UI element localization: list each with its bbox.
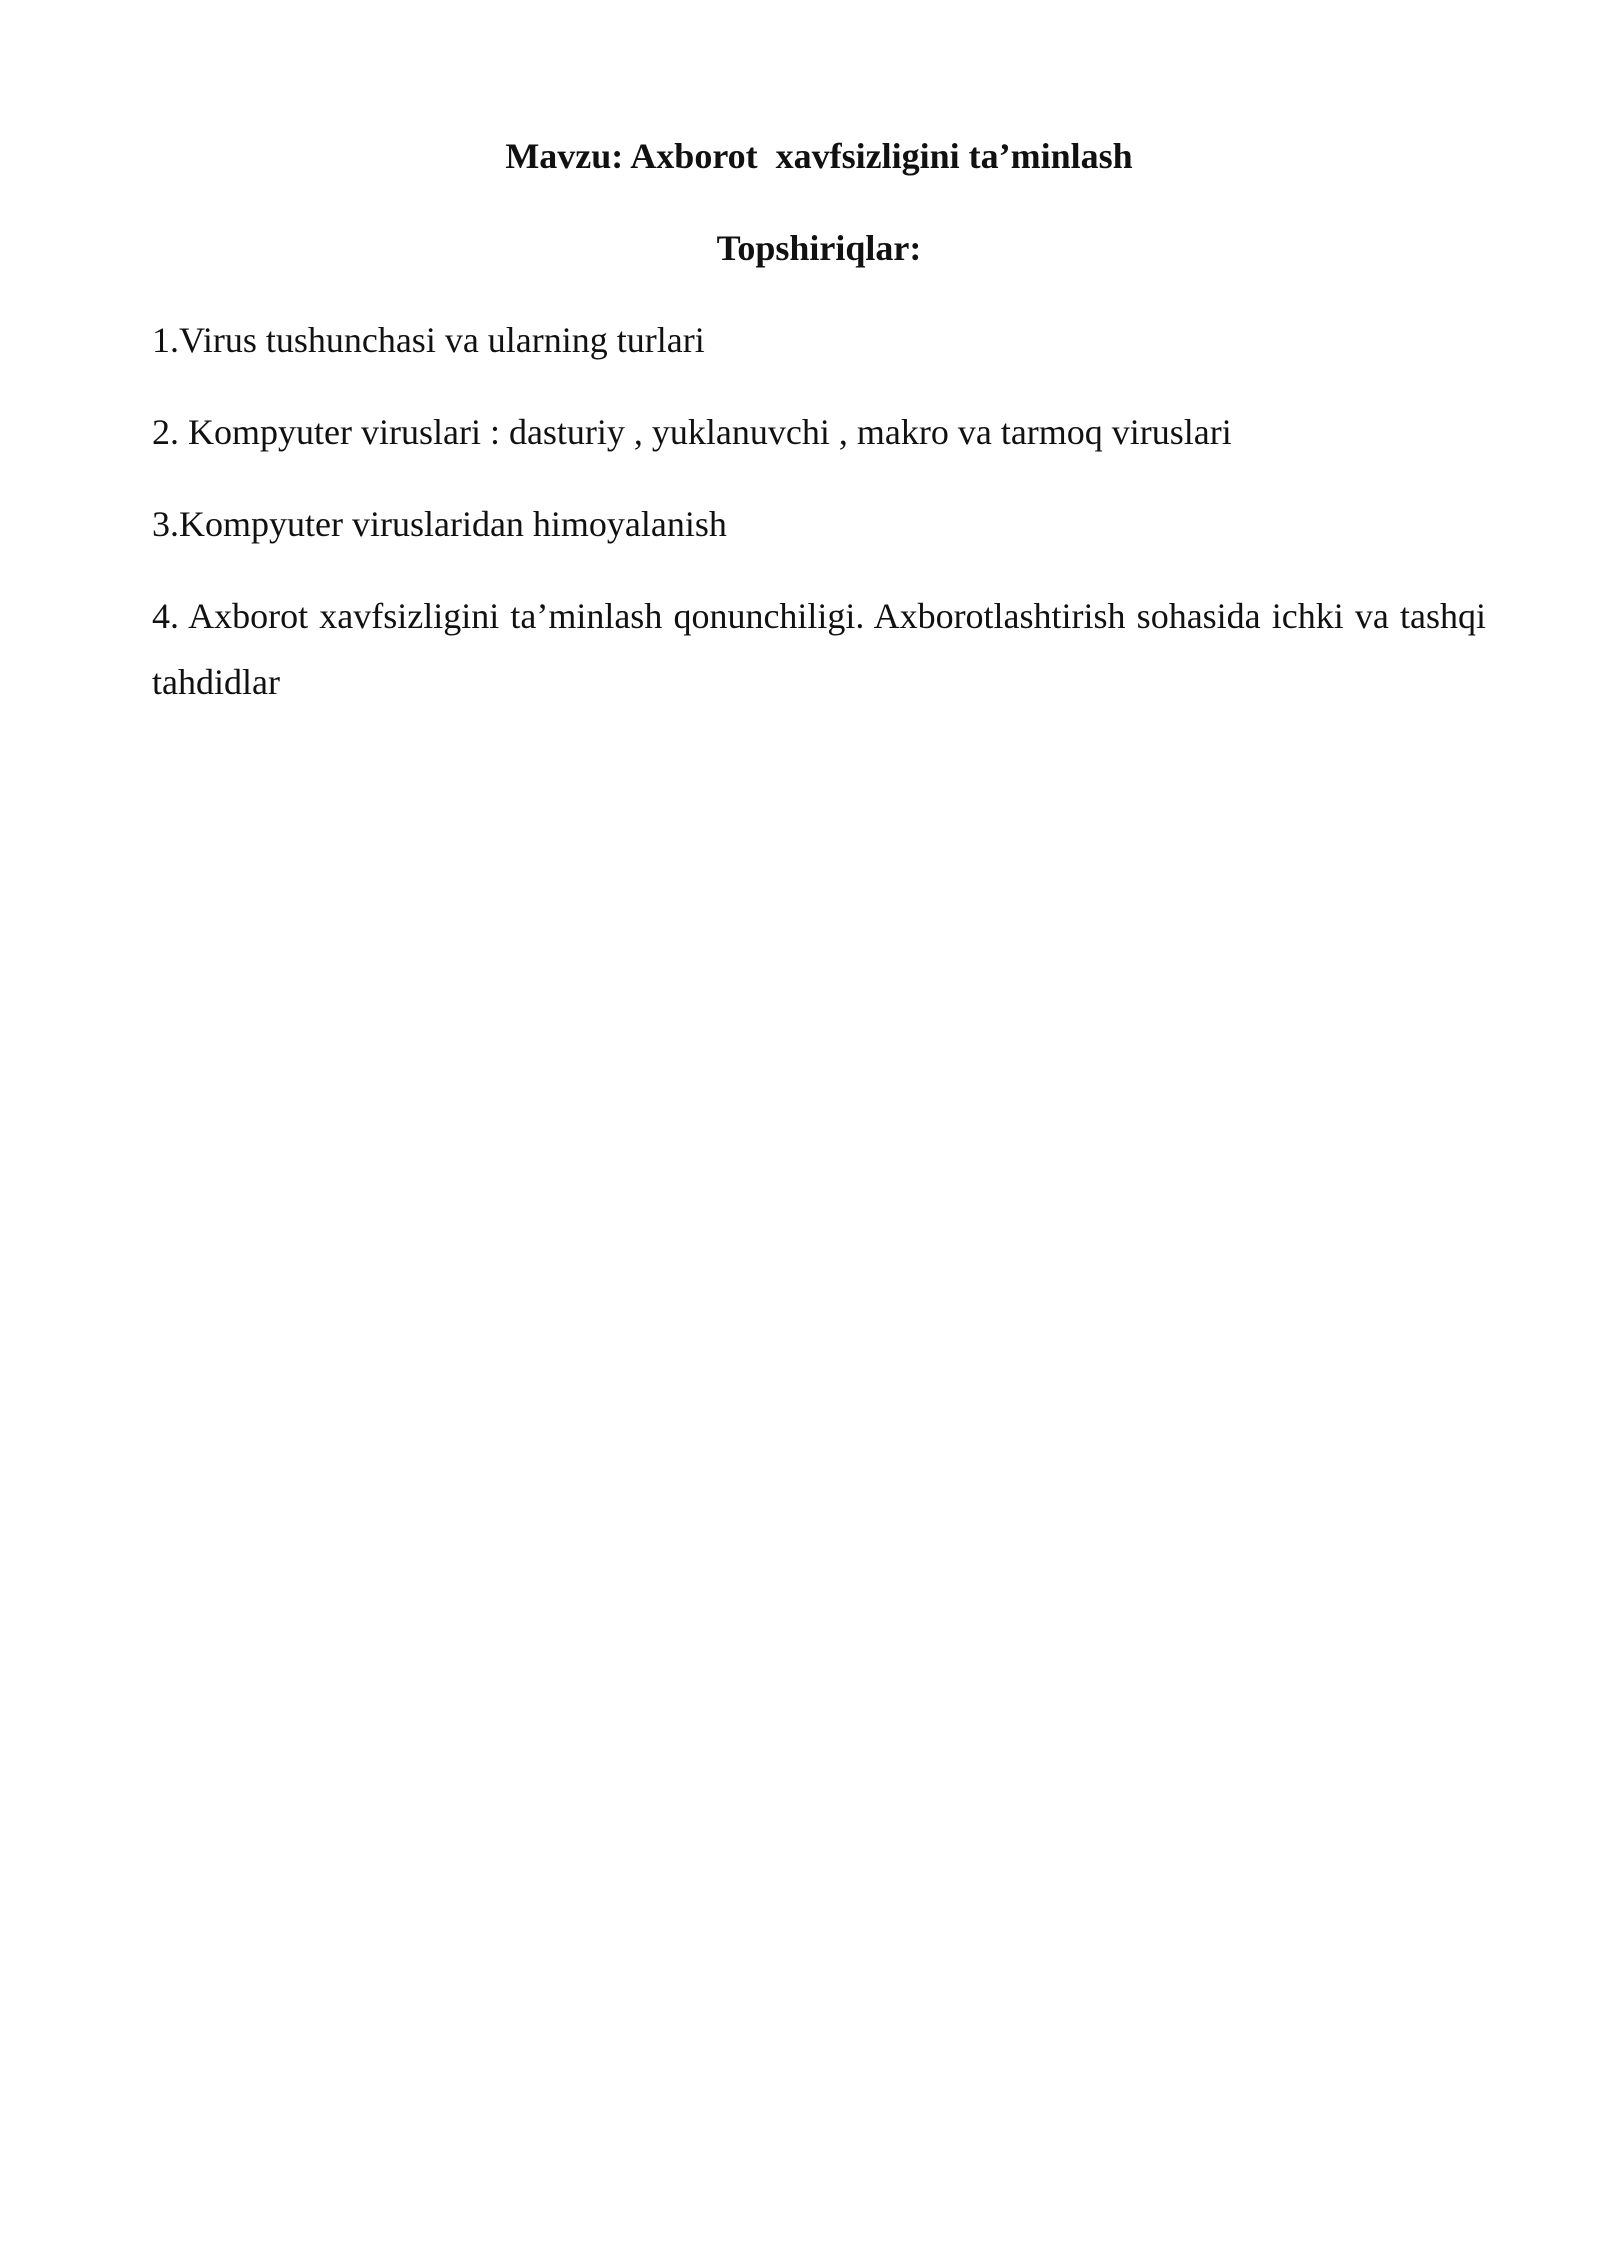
tasks-heading: Topshiriqlar: (716, 228, 922, 268)
task-item-2: 2. Kompyuter viruslari : dasturiy , yuklanuvchi , makro va tarmoq viruslari (152, 412, 1232, 452)
task-list (152, 314, 1486, 715)
task-item-4: 4. Axborot xavfsizligini ta’minlash qonunchiligi. Axborotlashtirish sohasida ichki va tashqi tahdidlar (152, 596, 1486, 702)
task-item-1: 1.Virus tushunchasi va ularning turlari (152, 320, 705, 360)
document-content (152, 130, 1486, 755)
task-item-3: 3.Kompyuter viruslaridan himoyalanish (152, 504, 727, 544)
page-title: Mavzu: Axborot xavfsizligini ta’minlash (505, 136, 1133, 176)
